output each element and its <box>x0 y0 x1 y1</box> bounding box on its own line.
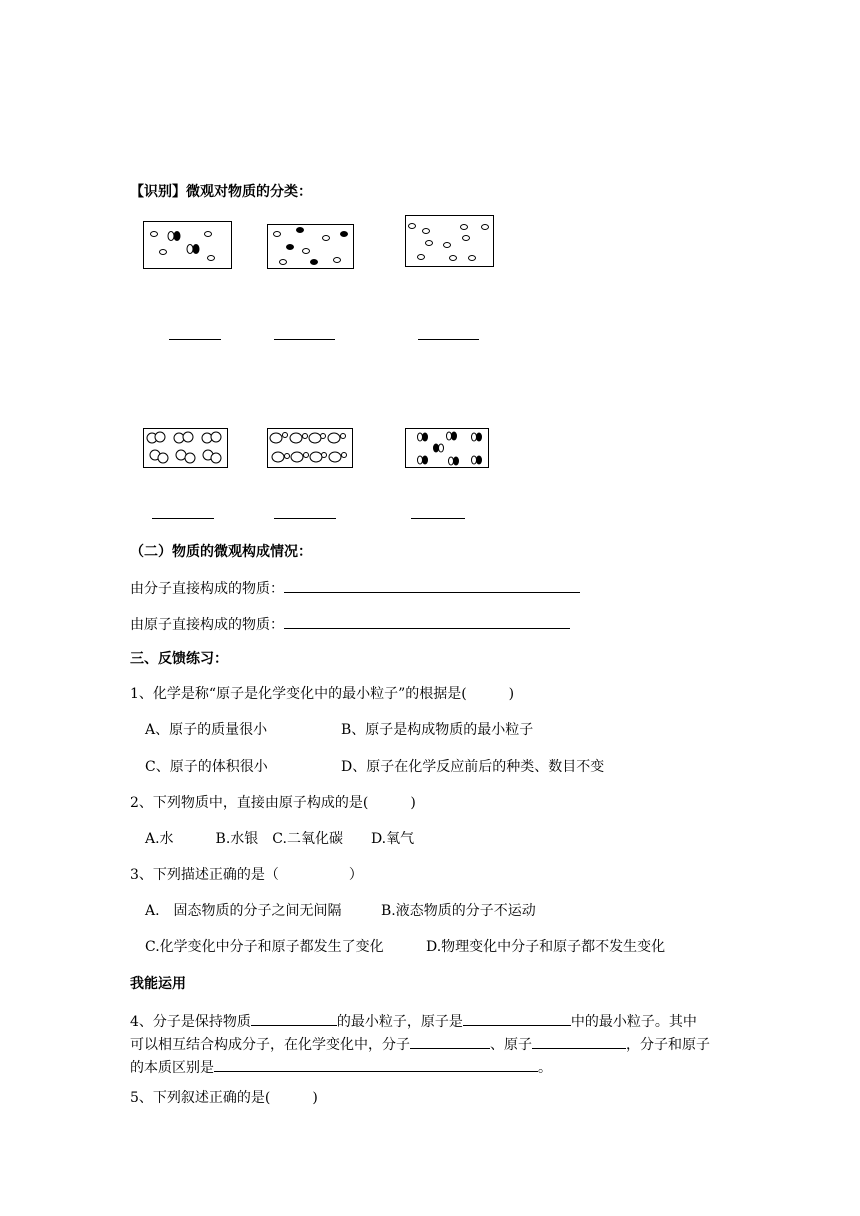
q1-option-c[interactable]: C、原子的体积很小 <box>145 759 268 775</box>
by-atom-label: 由原子直接构成的物质： <box>130 617 284 633</box>
section-two-heading: （二）物质的微观构成情况： <box>130 544 312 560</box>
section-three-heading: 三、反馈练习： <box>130 651 228 667</box>
q3-option-a[interactable]: A. 固态物质的分子之间无间隔 <box>145 903 342 919</box>
q3-option-c[interactable]: C.化学变化中分子和原子都发生了变化 <box>145 939 384 955</box>
q1-option-b[interactable]: B、原子是构成物质的最小粒子 <box>341 722 534 738</box>
q4-text-6: ，分子和原子 <box>626 1037 710 1053</box>
q3-option-b[interactable]: B.液态物质的分子不运动 <box>381 903 536 919</box>
by-molecule-line <box>130 578 580 598</box>
q4-text-3: 中的最小粒子。其中 <box>570 1014 697 1030</box>
section-identify-heading: 【识别】微观对物质的分类： <box>130 184 312 200</box>
q3-stem: 3、下列描述正确的是（ ） <box>130 867 363 883</box>
q4-text-7: 的本质区别是 <box>130 1060 214 1076</box>
answer-line-1[interactable] <box>169 339 221 340</box>
q4-line-3 <box>130 1057 552 1077</box>
q3-option-d[interactable]: D.物理变化中分子和原子都不发生变化 <box>426 939 666 955</box>
q4-text-8: 。 <box>538 1060 552 1076</box>
q1-option-d[interactable]: D、原子在化学反应前后的种类、数目不变 <box>341 759 605 775</box>
q4-text-5: 、原子 <box>490 1037 532 1053</box>
q4-text-2: 的最小粒子，原子是 <box>336 1014 463 1030</box>
q2-options[interactable]: A.水 B.水银 C.二氧化碳 D.氧气 <box>145 831 415 847</box>
by-atom-line <box>130 614 570 634</box>
particle-drawing <box>0 0 860 520</box>
answer-line-5[interactable] <box>274 518 336 519</box>
answer-line-4[interactable] <box>152 518 214 519</box>
q1-stem: 1、化学是称“原子是化学变化中的最小粒子”的根据是( ) <box>130 686 515 702</box>
q4-blank-1[interactable] <box>251 1011 337 1026</box>
by-molecule-label: 由分子直接构成的物质： <box>130 581 284 597</box>
q4-line-1 <box>130 1011 697 1031</box>
q4-blank-3[interactable] <box>410 1034 490 1049</box>
by-atom-blank[interactable] <box>284 614 570 629</box>
q4-blank-2[interactable] <box>463 1011 571 1026</box>
q5-stem: 5、下列叙述正确的是( ) <box>130 1090 318 1106</box>
q4-text-1: 4、分子是保持物质 <box>130 1014 251 1030</box>
by-molecule-blank[interactable] <box>284 578 580 593</box>
q1-option-a[interactable]: A、原子的质量很小 <box>145 722 268 738</box>
answer-line-3[interactable] <box>418 339 479 340</box>
q4-text-4: 可以相互结合构成分子，在化学变化中，分子 <box>130 1037 410 1053</box>
answer-line-2[interactable] <box>274 339 335 340</box>
section-apply-heading: 我能运用 <box>130 976 186 992</box>
q4-blank-4[interactable] <box>532 1034 626 1049</box>
answer-line-6[interactable] <box>411 518 465 519</box>
q2-stem: 2、下列物质中，直接由原子构成的是( ) <box>130 795 416 811</box>
q4-blank-5[interactable] <box>214 1057 538 1072</box>
q4-line-2 <box>130 1034 710 1054</box>
